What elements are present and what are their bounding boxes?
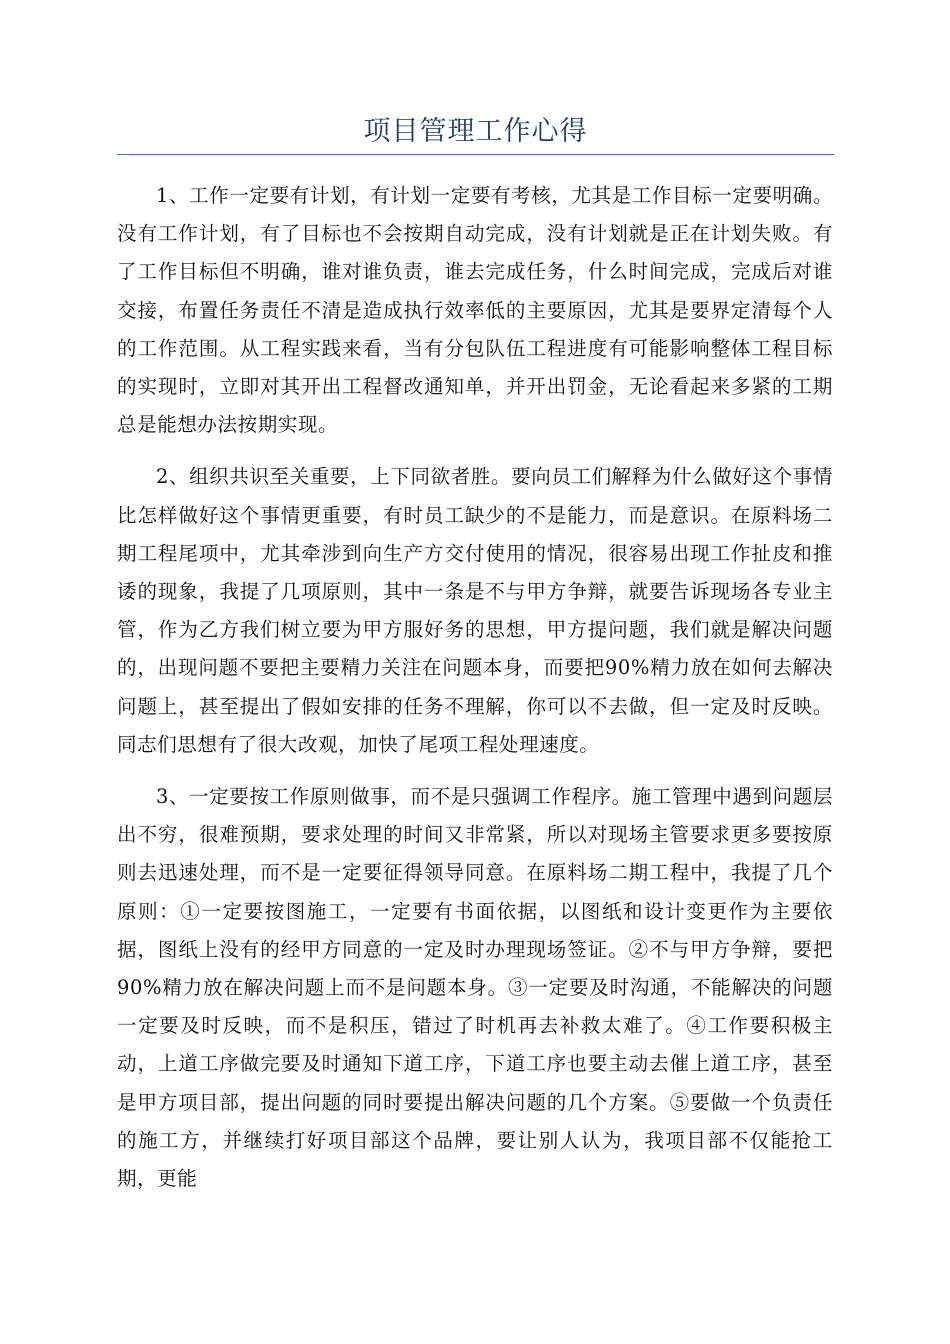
document-title: 项目管理工作心得 (363, 116, 588, 147)
document-body (117, 177, 833, 1212)
paragraph-1: 1、工作一定要有计划，有计划一定要有考核，尤其是工作目标一定要明确。没有工作计划，有了目标也不会按期自动完成，没有计划就是正在计划失败。有了工作目标但不明确，谁对谁负责，谁去完成任务，什么时间完成，完成后对谁交接，布置任务责任不清是造成执行效率低的主要原因，尤其是要界定清每个人的工作范围。从工程实践来看，当有分包队伍工程进度有可能影响整体工程目标的实现时，立即对其开出工程督改通知单，并开出罚金，无论看起来多紧的工期总是能想办法按期实现。 (117, 184, 833, 437)
paragraph-3: 3、一定要按工作原则做事，而不是只强调工作程序。施工管理中遇到问题层出不穷，很难预期，要求处理的时间又非常紧，所以对现场主管要求更多要按原则去迅速处理，而不是一定要征得领导同意。在原料场二期工程中，我提了几个原则：①一定要按图施工，一定要有书面依据，以图纸和设计变更作为主要依据，图纸上没有的经甲方同意的一定及时办理现场签证。②不与甲方争辩，要把90%精力放在解决问题上而不是问题本身。③一定要及时沟通，不能解决的问题一定要及时反映，而不是积压，错过了时机再去补救太难了。④工作要积极主动，上道工序做完要及时通知下道工序，下道工序也要主动去催上道工序，甚至是甲方项目部，提出问题的同时要提出解决问题的几个方案。⑤要做一个负责任的施工方，并继续打好项目部这个品牌，要让别人认为，我项目部不仅能抢工期，更能 (117, 785, 833, 1191)
title-underline (117, 154, 834, 155)
paragraph-2: 2、组织共识至关重要，上下同欲者胜。要向员工们解释为什么做好这个事情比怎样做好这个事情更重要，有时员工缺少的不是能力，而是意识。在原料场二期工程尾项中，尤其牵涉到向生产方交付使用的情况，很容易出现工作扯皮和推诿的现象，我提了几项原则，其中一条是不与甲方争辩，就要告诉现场各专业主管，作为乙方我们树立要为甲方服好务的思想，甲方提问题，我们就是解决问题的，出现问题不要把主要精力关注在问题本身，而要把90%精力放在如何去解决问题上，甚至提出了假如安排的任务不理解，你可以不去做，但一定及时反映。同志们思想有了很大改观，加快了尾项工程处理速度。 (117, 465, 833, 756)
